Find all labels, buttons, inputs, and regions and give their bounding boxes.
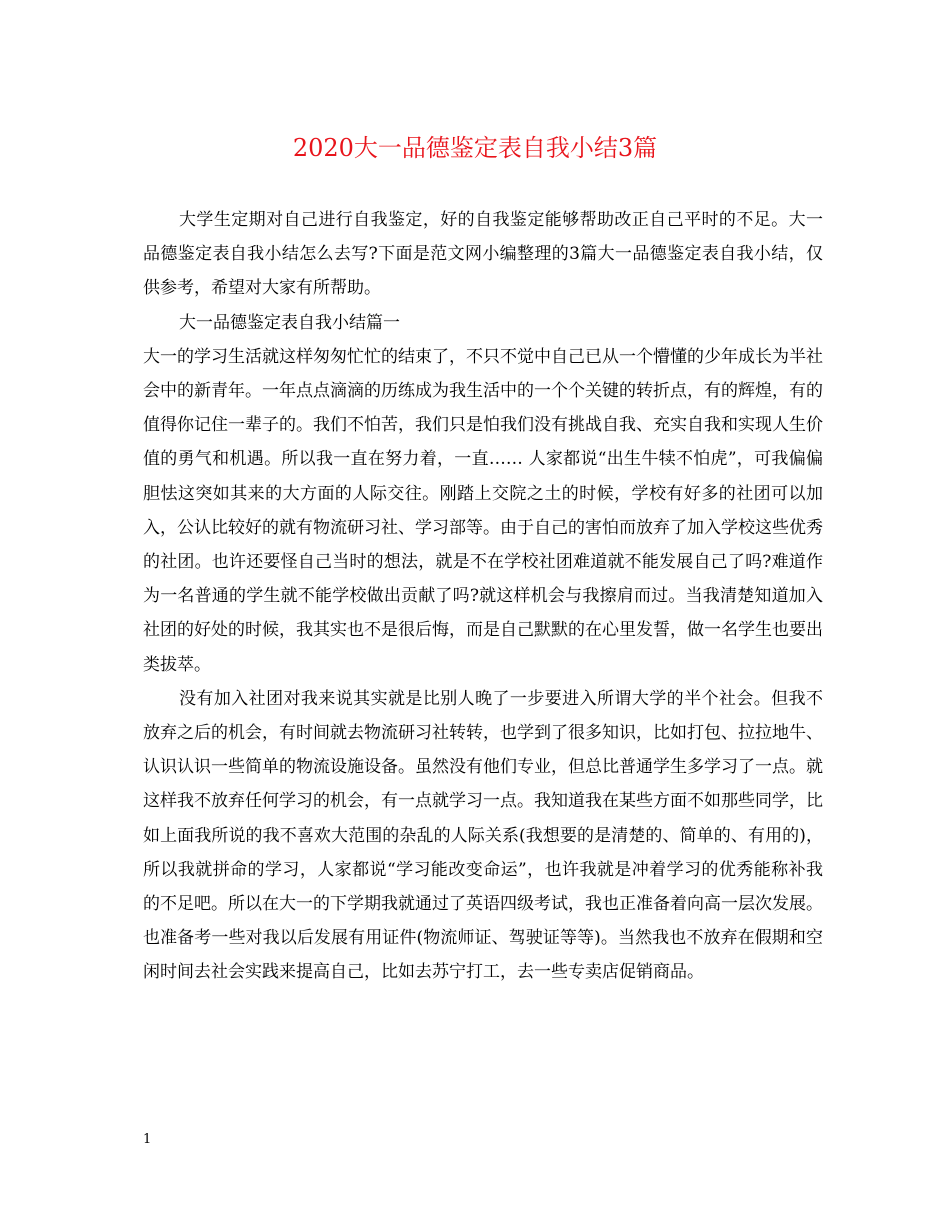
document-body [143, 203, 823, 990]
body-paragraph: 没有加入社团对我来说其实就是比别人晚了一步要进入所谓大学的半个社会。但我不放弃之后的机会，有时间就去物流研习社转转，也学到了很多知识，比如打包、拉拉地牛、认识认识一些简单的物流设施设备。虽然没有他们专业，但总比普通学生多学习了一点。就这样我不放弃任何学习的机会，有一点就学习一点。我知道我在某些方面不如那些同学，比如上面我所说的我不喜欢大范围的杂乱的人际关系(我想要的是清楚的、简单的、有用的)，所以我就拼命的学习，人家都说“学习能改变命运”，也许我就是冲着学习的优秀能称补我的不足吧。所以在大一的下学期我就通过了英语四级考试，我也正准备着向高一层次发展。也准备考一些对我以后发展有用证件(物流师证、驾驶证等等)。当然我也不放弃在假期和空闲时间去社会实践来提高自己，比如去苏宁打工，去一些专卖店促销商品。 [143, 688, 823, 983]
intro-paragraph: 大学生定期对自己进行自我鉴定，好的自我鉴定能够帮助改正自己平时的不足。大一品德鉴定表自我小结怎么去写?下面是范文网小编整理的3篇大一品德鉴定表自我小结，仅供参考，希望对大家有所帮助。 [143, 210, 823, 299]
page-number: 1 [143, 1132, 152, 1147]
document-title: 2020大一品德鉴定表自我小结3篇 [292, 134, 658, 162]
body-paragraph: 大一的学习生活就这样匆匆忙忙的结束了，不只不觉中自己已从一个懵懂的少年成长为半社会中的新青年。一年点点滴滴的历练成为我生活中的一个个关键的转折点，有的辉煌，有的值得你记住一辈子的。我们不怕苦，我们只是怕我们没有挑战自我、充实自我和实现人生价值的勇气和机遇。所以我一直在努力着，一直…… 人家都说“出生牛犊不怕虎”，可我偏偏胆怯这突如其来的大方面的人际交往。刚踏上交院之土的时候，学校有好多的社团可以加入，公认比较好的就有物流研习社、学习部等。由于自己的害怕而放弃了加入学校这些优秀的社团。也许还要怪自己当时的想法，就是不在学校社团难道就不能发展自己了吗?难道作为一名普通的学生就不能学校做出贡献了吗?就这样机会与我擦肩而过。当我清楚知道加入社团的好处的时候，我其实也不是很后悔，而是自己默默的在心里发誓，做一名学生也要出类拔萃。 [143, 346, 823, 675]
section-heading: 大一品德鉴定表自我小结篇一 [179, 312, 400, 333]
